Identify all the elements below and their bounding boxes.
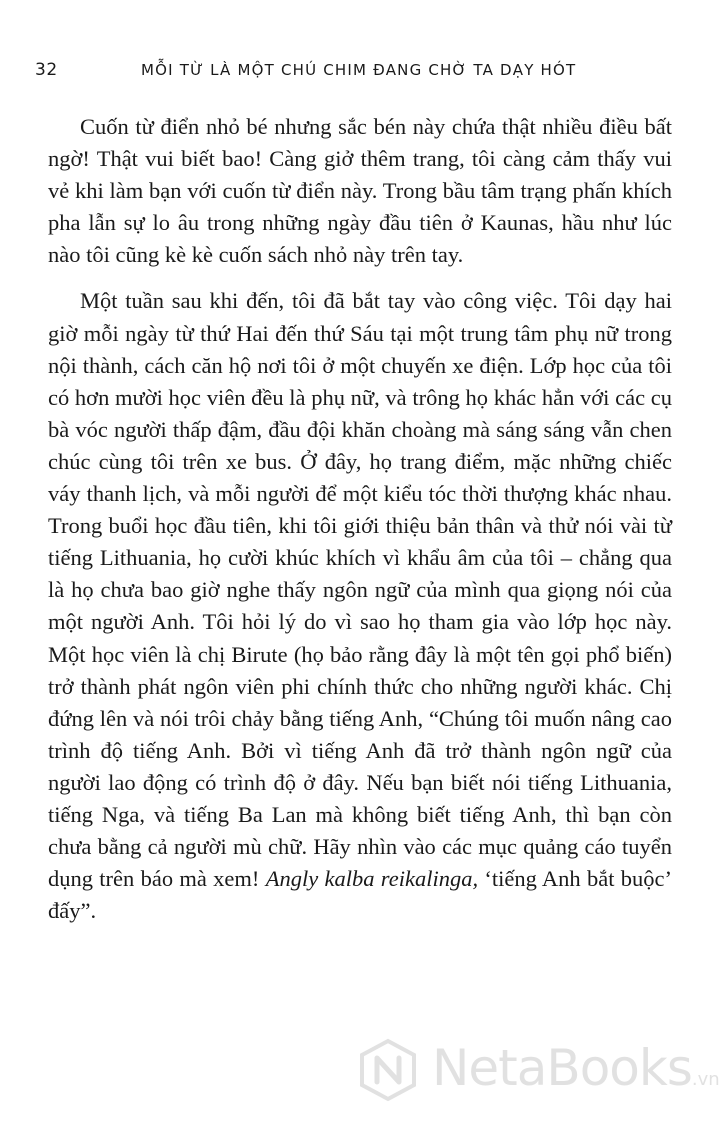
watermark-brand: NetaBooks bbox=[432, 1039, 692, 1097]
running-header bbox=[35, 60, 665, 84]
paragraph-2-tail: ‘tiếng Anh bắt buộc’ đấy”. bbox=[48, 866, 673, 924]
running-title: MỖI TỪ LÀ MỘT CHÚ CHIM ĐANG CHỜ TA DẠY HÓT bbox=[141, 61, 577, 79]
paragraph-1-text: Cuốn từ điển nhỏ bé nhưng sắc bén này chứa thật nhiều điều bất ngờ! Thật vui biết bao! Càng giở thêm trang, tôi càng cảm thấy vui vẻ khi làm bạn với cuốn từ điển này. Trong bầu tâm trạng phấn khích pha lẫn sự lo âu trong những ngày đầu tiên ở Kaunas, hầu như lúc nào tôi cũng kè kè cuốn sách nhỏ này trên tay. bbox=[48, 114, 672, 268]
page-number: 32 bbox=[35, 60, 58, 80]
paragraph-2 bbox=[48, 285, 672, 927]
italic-lithuanian-phrase: Angly kalba reikalinga, bbox=[265, 866, 479, 892]
paragraph-2-text: Một tuần sau khi đến, tôi đã bắt tay vào công việc. Tôi dạy hai giờ mỗi ngày từ thứ Hai đến thứ Sáu tại một trung tâm phụ nữ trong nội thành, cách căn hộ nơi tôi ở một chuyến xe điện. Lớp học của tôi có hơn mười học viên đều là phụ nữ, và trông họ khác hẳn với các cụ bà vóc người thấp đậm, đầu đội khăn choàng mà sáng sáng vẫn chen chúc cùng tôi trên xe bus. Ở đây, họ trang điểm, mặc những chiếc váy thanh lịch, và mỗi người để một kiểu tóc thời thượng khác nhau. Trong buổi học đầu tiên, khi tôi giới thiệu bản thân và thử nói vài từ tiếng Lithuania, họ cười khúc khích vì khẩu âm của tôi – chẳng qua là họ chưa bao giờ nghe thấy ngôn ngữ của mình qua giọng nói của một người Anh. Tôi hỏi lý do vì sao họ tham gia vào lớp học này. Một học viên là chị Birute (họ bảo rằng đây là một tên gọi phổ biến) trở thành phát ngôn viên phi chính thức cho những người khác. Chị đứng lên và nói trôi chảy bằng tiếng Anh, “Chúng tôi muốn nâng cao trình độ tiếng Anh. Bởi vì tiếng Anh đã trở thành ngôn ngữ của người lao động có trình độ ở đây. Nếu bạn biết nói tiếng Lithuania, tiếng Nga, và tiếng Ba Lan mà không biết tiếng Anh, thì bạn còn chưa bằng cả người mù chữ. Hãy nhìn vào các mục quảng cáo tuyển dụng trên báo mà xem! bbox=[48, 288, 672, 892]
body-text bbox=[48, 111, 672, 941]
netabooks-logo-icon bbox=[356, 1038, 420, 1102]
netabooks-watermark bbox=[356, 1030, 720, 1110]
watermark-text bbox=[432, 1038, 720, 1110]
watermark-suffix: .vn bbox=[691, 1069, 720, 1090]
paragraph-1 bbox=[48, 111, 672, 271]
